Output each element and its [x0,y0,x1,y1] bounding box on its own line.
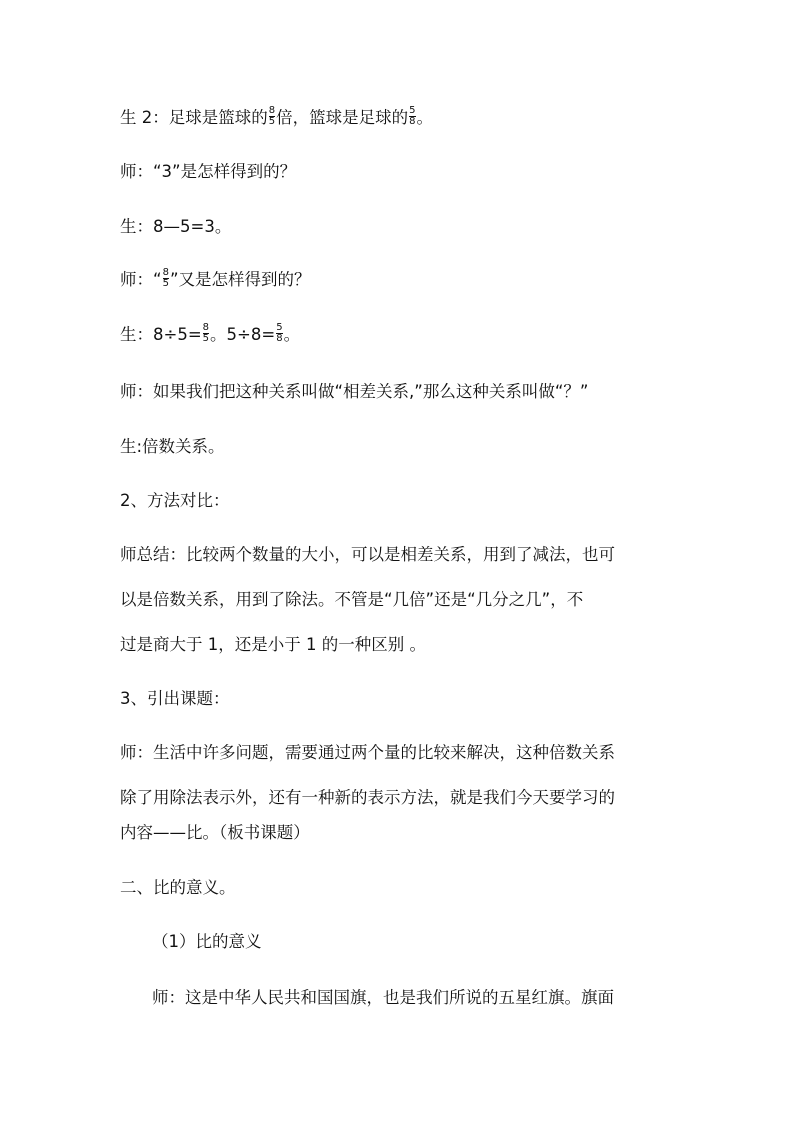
fraction-denominator: 5 [162,278,169,289]
fraction-8-5 [163,268,169,289]
paragraph-teacher-relation: 师：如果我们把这种关系叫做“相差关系,”那么这种关系叫做“？” [120,382,589,401]
fraction-numerator: 8 [268,105,276,116]
fraction-8-5 [203,323,209,344]
subsection-heading-ratio-meaning: （1）比的意义 [152,932,262,951]
text: 倍，篮球是足球的 [276,108,409,127]
section-heading-ratio-meaning: 二、比的意义。 [120,878,236,897]
fraction-denominator: 8 [276,333,283,344]
text: ”又是怎样得到的？ [169,270,311,289]
fraction-numerator: 8 [202,322,210,333]
text: 。5÷8= [210,325,276,344]
text: 。 [416,108,433,127]
fraction-denominator: 5 [268,116,276,127]
paragraph-teacher-intro-line1: 师：生活中许多问题，需要通过两个量的比较来解决，这种倍数关系 [120,743,615,762]
section-heading-method-comparison: 2、方法对比： [120,491,230,510]
fraction-5-8 [276,323,282,344]
fraction-denominator: 8 [409,116,416,127]
fraction-numerator: 8 [162,267,169,278]
paragraph-teacher-question-3: 师：“3”是怎样得到的？ [120,162,297,181]
text: 生 2：足球是篮球的 [120,108,268,127]
fraction-denominator: 5 [202,333,210,344]
paragraph-student-multiple-relation: 生:倍数关系。 [120,437,225,456]
paragraph-teacher-flag: 师：这是中华人民共和国国旗，也是我们所说的五星红旗。旗面 [152,988,614,1007]
fraction-numerator: 5 [276,322,283,333]
fraction-5-8 [409,106,415,127]
paragraph-summary-line1: 师总结：比较两个数量的大小，可以是相差关系，用到了减法，也可 [120,545,615,564]
paragraph-teacher-intro-line3: 内容——比。（板书课题） [120,823,310,842]
paragraph-teacher-question-fraction [120,268,311,292]
text: 生：8÷5= [120,325,202,344]
text: 师：“ [120,270,162,289]
text: 。 [283,325,301,344]
fraction-8-5 [269,106,275,127]
paragraph-teacher-intro-line2: 除了用除法表示外，还有一种新的表示方法，就是我们今天要学习的 [120,788,615,807]
paragraph-summary-line3: 过是商大于 1，还是小于 1 的一种区别 。 [120,635,426,654]
paragraph-student-division [120,323,300,347]
paragraph-student2-answer [120,106,433,130]
section-heading-introduce-topic: 3、引出课题： [120,689,230,708]
fraction-numerator: 5 [409,105,416,116]
paragraph-summary-line2: 以是倍数关系，用到了除法。不管是“几倍”还是“几分之几”，不 [120,590,584,609]
paragraph-student-subtraction: 生：8—5=3。 [120,217,232,236]
